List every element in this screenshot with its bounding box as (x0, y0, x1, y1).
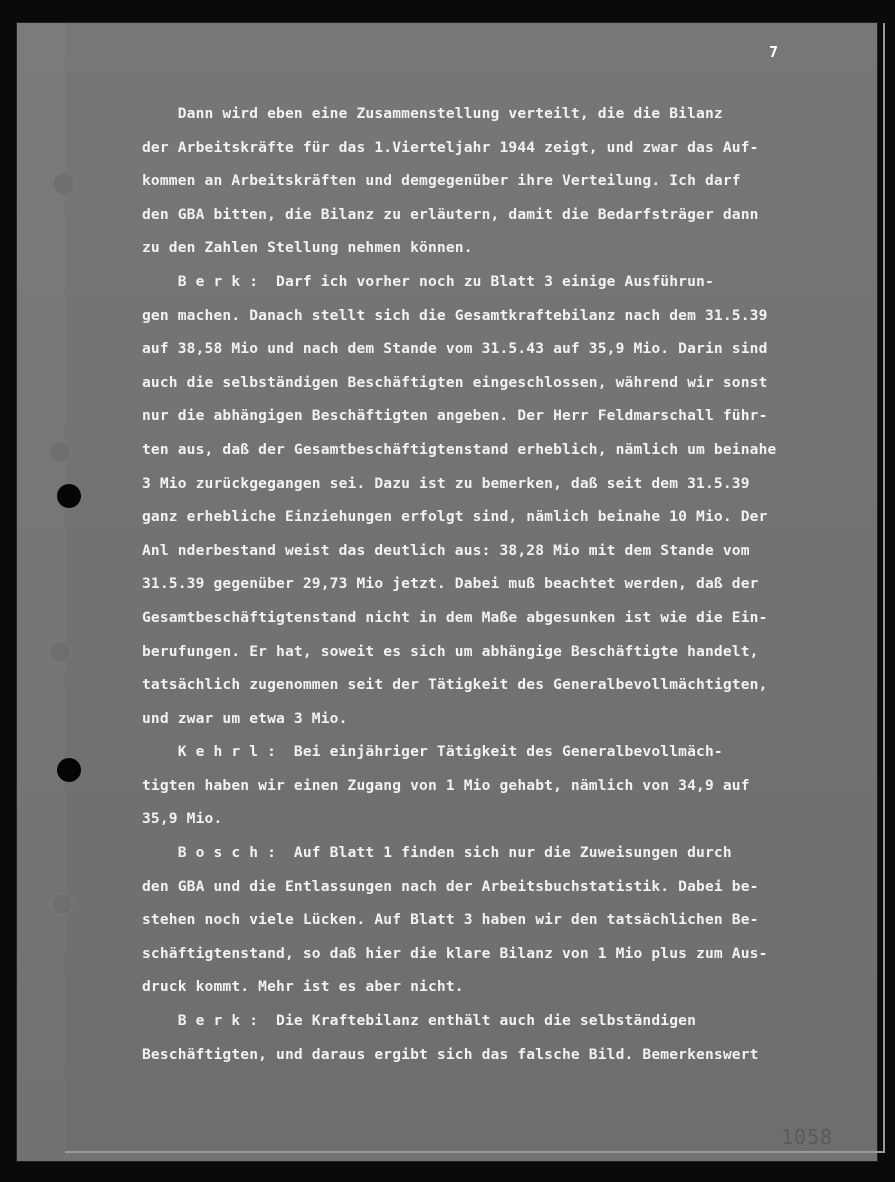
text-line: gen machen. Danach stellt sich die Gesamtkraftebilanz nach dem 31.5.39 (142, 306, 768, 324)
text-line: kommen an Arbeitskräften und demgegenüber ihre Verteilung. Ich darf (142, 172, 741, 190)
text-line: B o s c h : Auf Blatt 1 finden sich nur die Zuweisungen durch (142, 844, 732, 862)
text-line: Dann wird eben eine Zusammenstellung verteilt, die die Bilanz (142, 105, 723, 122)
text-line: schäftigtenstand, so daß hier die klare Bilanz von 1 Mio plus zum Aus- (142, 944, 768, 962)
punch-hole-faint-2 (49, 441, 71, 463)
text-line: der Arbeitskräfte für das 1.Vierteljahr 1944 zeigt, und zwar das Auf- (142, 138, 759, 156)
text-line: den GBA bitten, die Bilanz zu erläutern, damit die Bedarfsträger dann (142, 205, 759, 223)
text-line: Gesamtbeschäftigtenstand nicht in dem Maße abgesunken ist wie die Ein- (142, 608, 768, 626)
text-line: stehen noch viele Lücken. Auf Blatt 3 haben wir den tatsächlichen Be- (142, 911, 759, 929)
text-line: druck kommt. Mehr ist es aber nicht. (142, 978, 464, 996)
text-line: ten aus, daß der Gesamtbeschäftigtenstand erheblich, nämlich um beinahe (142, 440, 777, 458)
text-line: zu den Zahlen Stellung nehmen können. (142, 239, 473, 257)
punch-hole-faint-4 (51, 893, 73, 915)
punch-hole-faint-3 (49, 641, 71, 663)
text-line: tatsächlich zugenommen seit der Tätigkeit des Generalbevollmächtigten, (142, 676, 768, 694)
punch-hole-2 (57, 758, 81, 782)
text-line: ganz erhebliche Einziehungen erfolgt sind, nämlich beinahe 10 Mio. Der (142, 508, 768, 526)
text-line: und zwar um etwa 3 Mio. (142, 709, 348, 727)
text-line: nur die abhängigen Beschäftigten angeben. Der Herr Feldmarschall führ- (142, 407, 768, 425)
punch-hole-1 (57, 484, 81, 508)
text-line: 35,9 Mio. (142, 810, 223, 828)
punch-hole-faint-1 (53, 173, 75, 195)
archive-stamp-number: 1058 (781, 1125, 834, 1149)
text-line: den GBA und die Entlassungen nach der Arbeitsbuchstatistik. Dabei be- (142, 877, 759, 895)
text-line: 31.5.39 gegenüber 29,73 Mio jetzt. Dabei muß beachtet werden, daß der (142, 575, 759, 593)
text-line: berufungen. Er hat, soweit es sich um abhängige Beschäftigte handelt, (142, 642, 759, 660)
text-line: Beschäftigten, und daraus ergibt sich das falsche Bild. Bemerkenswert (142, 1045, 759, 1063)
document-body-text (142, 97, 862, 1071)
text-line: B e r k : Darf ich vorher noch zu Blatt 3 einige Ausführun- (142, 272, 714, 290)
text-line: auch die selbständigen Beschäftigten eingeschlossen, während wir sonst (142, 373, 768, 391)
text-line: B e r k : Die Kraftebilanz enthält auch die selbständigen (142, 1012, 697, 1030)
page-number: 7 (769, 43, 779, 61)
text-line: 3 Mio zurückgegangen sei. Dazu ist zu bemerken, daß seit dem 31.5.39 (142, 474, 750, 492)
text-line: Anl nderbestand weist das deutlich aus: 38,28 Mio mit dem Stande vom (142, 541, 750, 559)
text-line: auf 38,58 Mio und nach dem Stande vom 31.5.43 auf 35,9 Mio. Darin sind (142, 340, 768, 358)
text-line: tigten haben wir einen Zugang von 1 Mio gehabt, nämlich von 34,9 auf (142, 776, 750, 794)
text-line: K e h r l : Bei einjähriger Tätigkeit des Generalbevollmäch- (142, 743, 723, 761)
